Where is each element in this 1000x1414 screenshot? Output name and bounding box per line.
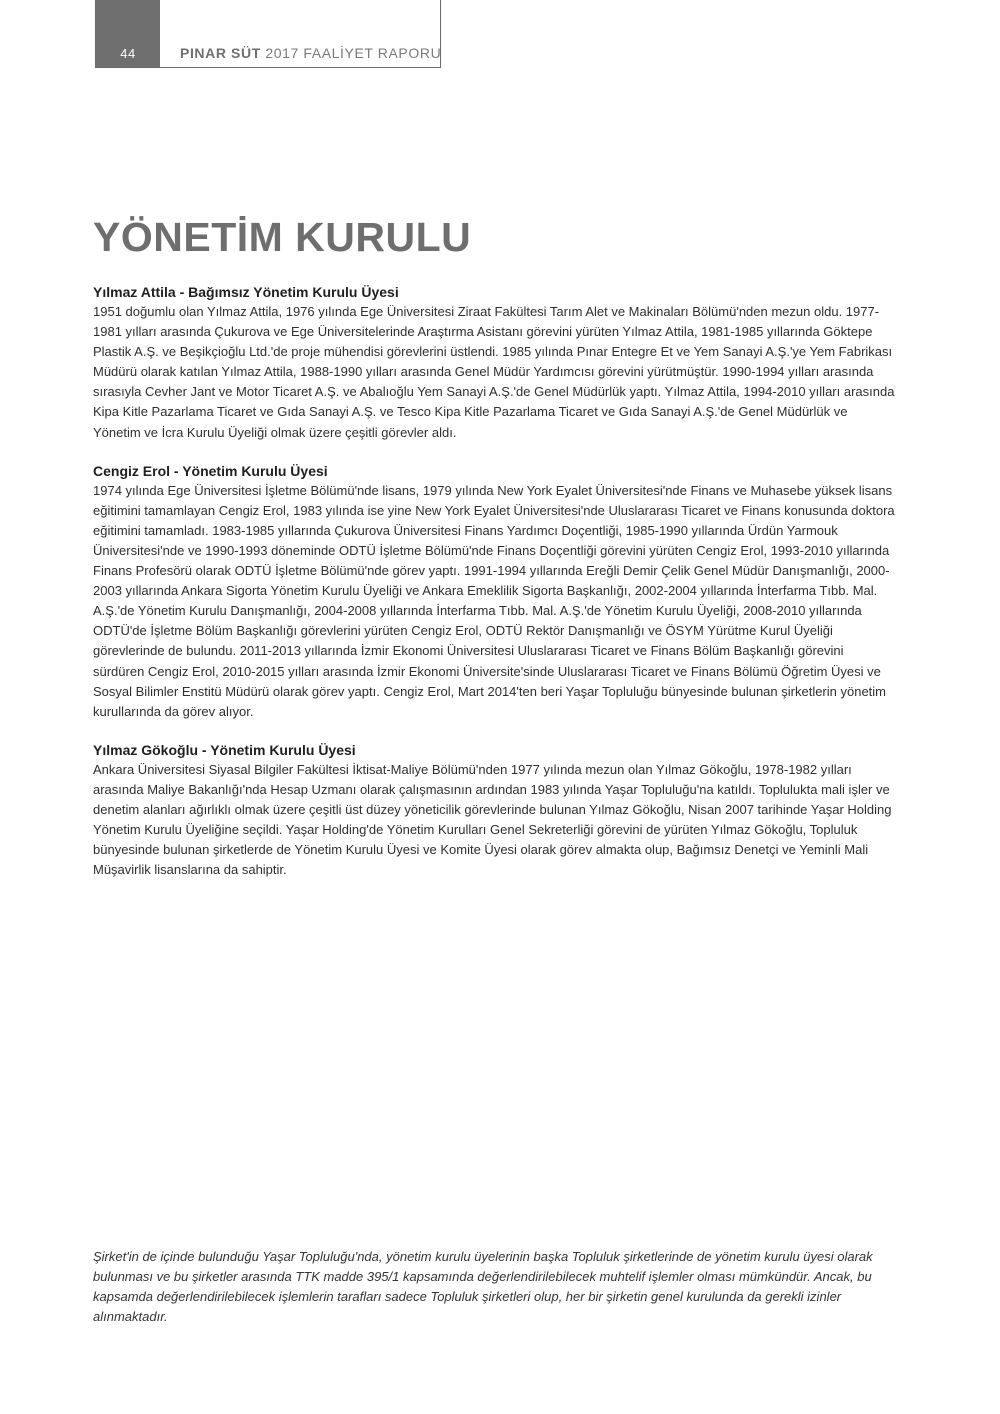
member-section (93, 461, 898, 722)
footnote: Şirket'in de içinde bulunduğu Yaşar Topluluğu'nda, yönetim kurulu üyelerinin başka Topluluk şirketlerinde de yönetim kurulu üyesi olarak bulunması ve bu şirketler arasında TTK madde 395/1 kapsamında değerlendirilebilecek muhtelif işlemler olması mümkündür. Ancak, bu kapsamda değerlendirilebilecek işlemlerin tarafları sadece Topluluk şirketleri olup, her bir şirketin genel kurulunda da gerekli izinler alınmaktadır. (93, 1249, 873, 1324)
member-name: Yılmaz Gökoğlu - Yönetim Kurulu Üyesi (93, 741, 356, 758)
brand-name: PINAR SÜT (180, 45, 261, 61)
member-bio: 1951 doğumlu olan Yılmaz Attila, 1976 yılında Ege Üniversitesi Ziraat Fakültesi Tarım Alet ve Makinaları Bölümü'nden mezun oldu. 1977-1981 yılları arasında Çukurova ve Ege Üniversitelerinde Araştırma Asistanı görevini yürüten Yılmaz Attila, 1981-1985 yıllarında Göktepe Plastik A.Ş. ve Beşikçioğlu Ltd.'de proje mühendisi görevlerini üstlendi. 1985 yılında Pınar Entegre Et ve Yem Sanayi A.Ş.'ye Yem Fabrikası Müdürü olarak katılan Yılmaz Attila, 1988-1990 yılları arasında Genel Müdür Yardımcısı görevini yürütmüştür. 1990-1994 yılları arasında sırasıyla Cevher Jant ve Motor Ticaret A.Ş. ve Abalıoğlu Yem Sanayi A.Ş.'de Genel Müdürlük yaptı. Yılmaz Attila, 1994-2010 yılları arasında Kipa Kitle Pazarlama Ticaret ve Gıda Sanayi A.Ş. ve Tesco Kipa Kitle Pazarlama Ticaret ve Gıda Sanayi A.Ş.'de Genel Müdürlük ve Yönetim ve İcra Kurulu Üyeliği olmak üzere çeşitli görevler aldı. (93, 304, 895, 440)
report-title (180, 45, 441, 61)
member-bio: 1974 yılında Ege Üniversitesi İşletme Bölümü'nde lisans, 1979 yılında New York Eyalet Üniversitesi'nde Finans ve Muhasebe yüksek lisans eğitimini tamamlayan Cengiz Erol, 1983 yılında ise yine New York Eyalet Üniversitesi'nde Uluslararası Ticaret ve Finans konusunda doktora eğitimini tamamladı. 1983-1985 yıllarında Çukurova Üniversitesi Finans Yardımcı Doçentliği, 1985-1990 yıllarında Ürdün Yarmouk Üniversitesi'nde ve 1990-1993 döneminde ODTÜ İşletme Bölümü'nde Finans Doçentliği görevini yürüten Cengiz Erol, 1993-2010 yıllarında Finans Profesörü olarak ODTÜ İşletme Bölümü'nde görev yaptı. 1991-1994 yıllarında Ereğli Demir Çelik Genel Müdür Danışmanlığı, 2000-2003 yıllarında Ankara Sigorta Yönetim Kurulu Üyeliği ve Ankara Emeklilik Sigorta Başkanlığı, 2002-2004 yıllarında İnterfarma Tıbb. Mal. A.Ş.'de Yönetim Kurulu Danışmanlığı, 2004-2008 yıllarında İnterfarma Tıbb. Mal. A.Ş.'de Yönetim Kurulu Üyeliği, 2008-2010 yıllarında ODTÜ'de İşletme Bölüm Başkanlığı görevlerini yürüten Cengiz Erol, ODTÜ Rektör Danışmanlığı ve ÖSYM Yürütme Kurul Üyeliği görevlerinde de bulundu. 2011-2013 yıllarında İzmir Ekonomi Üniversitesi Uluslararası Ticaret ve Finans Bölüm Başkanlığı görevini sürdüren Cengiz Erol, 2010-2015 yılları arasında İzmir Ekonomi Üniversite'sinde Uluslararası Ticaret ve Finans Bölümü Öğretim Üyesi ve Sosyal Bilimler Enstitü Müdürü olarak görev yaptı. Cengiz Erol, Mart 2014'ten beri Yaşar Topluluğu bünyesinde bulunan şirketlerin yönetim kurullarında da görev alıyor. (93, 482, 895, 719)
member-section (93, 740, 898, 881)
page-header (95, 0, 441, 68)
member-name: Cengiz Erol - Yönetim Kurulu Üyesi (93, 462, 328, 479)
board-members (93, 282, 898, 898)
page-number: 44 (120, 46, 136, 61)
member-bio: Ankara Üniversitesi Siyasal Bilgiler Fakültesi İktisat-Maliye Bölümü'nden 1977 yılında mezun olan Yılmaz Gökoğlu, 1978-1982 yılları arasında Maliye Bakanlığı'nda Hesap Uzmanı olarak çalışmasının ardından 1983 yılında Yaşar Topluluğu'na katıldı. Toplulukta mali işler ve denetim alanları ağırlıklı olmak üzere çeşitli üst düzey yöneticilik görevlerinde bulunan Yılmaz Gökoğlu, Nisan 2007 tarihinde Yaşar Holding Yönetim Kurulu Üyeliğine seçildi. Yaşar Holding'de Yönetim Kurulları Genel Sekreterliği görevini de yürüten Yılmaz Gökoğlu, Topluluk bünyesinde bulunan şirketlerde de Yönetim Kurulu Üyesi ve Komite Üyesi olarak görev almakta olup, Bağımsız Denetçi ve Yeminli Mali Müşavirlik lisanslarına da sahiptir. (93, 761, 892, 878)
page-title: YÖNETİM KURULU (93, 214, 472, 260)
member-name: Yılmaz Attila - Bağımsız Yönetim Kurulu Üyesi (93, 284, 399, 300)
report-name: 2017 FAALİYET RAPORU (260, 45, 442, 61)
page-number-box (96, 0, 160, 67)
member-section (93, 282, 898, 443)
